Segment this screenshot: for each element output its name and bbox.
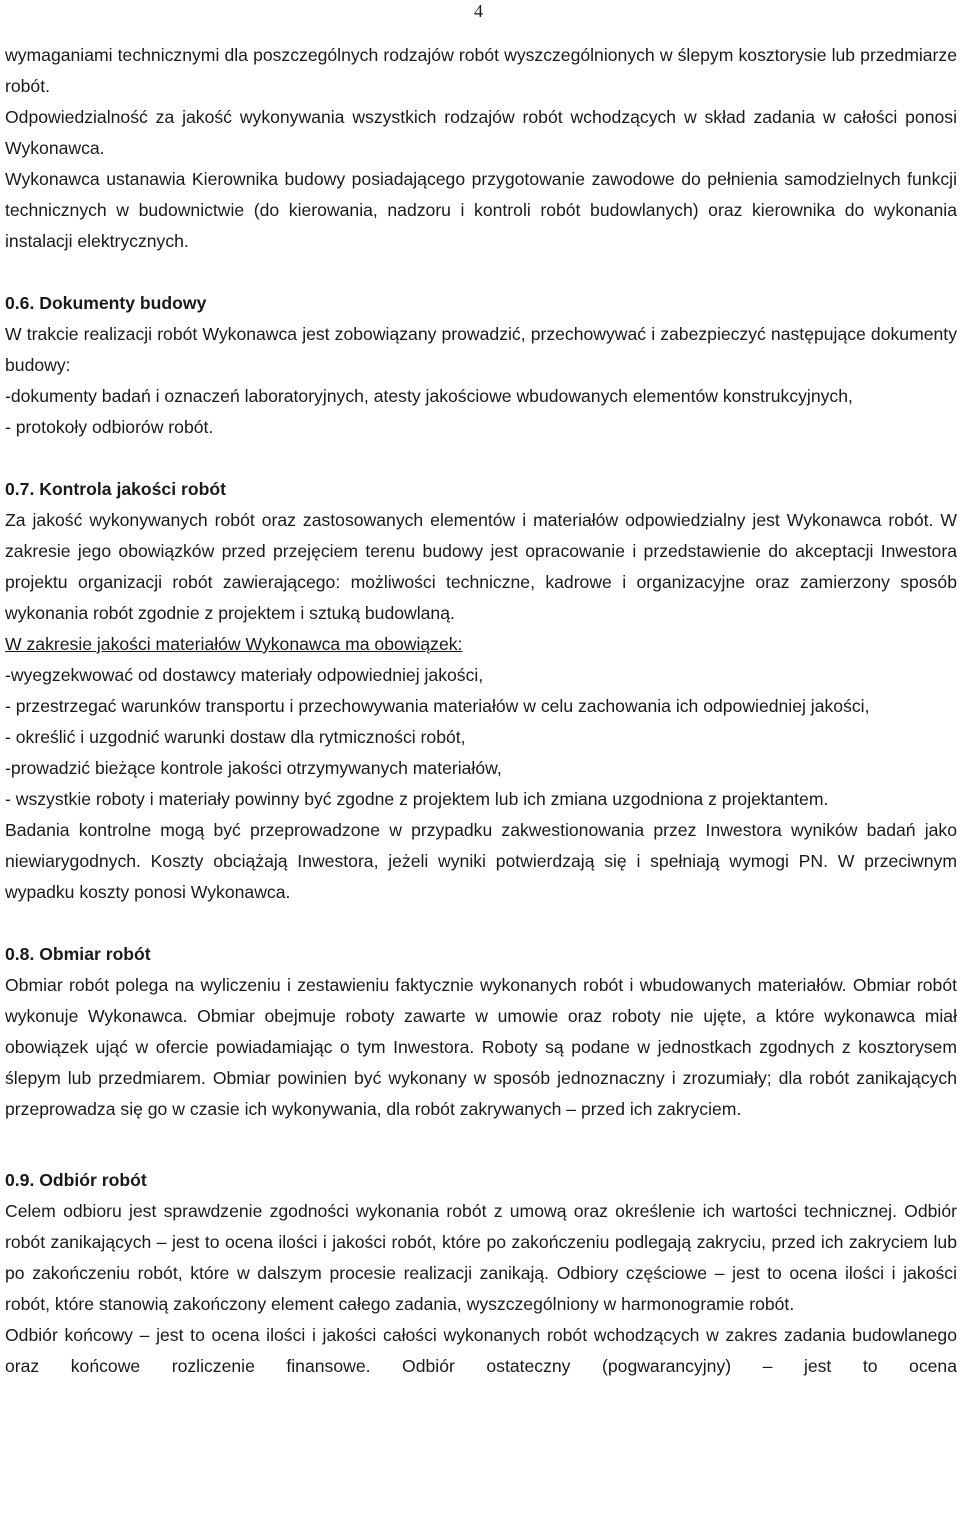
document-body — [5, 40, 957, 1382]
intro-paragraph-2: Odpowiedzialność za jakość wykonywania wszystkich rodzajów robót wchodzących w skład zadania w całości ponosi Wykonawca. — [5, 107, 957, 158]
spacer — [5, 1156, 957, 1165]
section-0-7-underlined-lead: W zakresie jakości materiałów Wykonawca ma obowiązek: — [5, 634, 463, 654]
section-0-7-list-item: -prowadzić bieżące kontrole jakości otrzymywanych materiałów, — [5, 758, 502, 778]
section-heading-0-7: 0.7. Kontrola jakości robót — [5, 479, 226, 499]
intro-paragraph-3: Wykonawca ustanawia Kierownika budowy posiadającego przygotowanie zawodowe do pełnienia samodzielnych funkcji technicznych w budownictwie (do kierowania, nadzoru i kontroli robót budowlanych) oraz kierownika do wykonania instalacji elektrycznych. — [5, 169, 957, 251]
page-number: 4 — [474, 1, 483, 21]
section-heading-0-8: 0.8. Obmiar robót — [5, 944, 151, 964]
section-0-6-paragraph: W trakcie realizacji robót Wykonawca jest zobowiązany prowadzić, przechowywać i zabezpieczyć następujące dokumenty budowy: — [5, 324, 957, 375]
spacer — [5, 908, 957, 939]
section-0-7-list-item: - określić i uzgodnić warunki dostaw dla rytmiczności robót, — [5, 727, 466, 747]
spacer — [5, 443, 957, 474]
section-0-7-list-item: -wyegzekwować od dostawcy materiały odpowiedniej jakości, — [5, 665, 484, 685]
section-0-7-paragraph: Badania kontrolne mogą być przeprowadzone w przypadku zakwestionowania przez Inwestora wyników badań jako niewiarygodnych. Koszty obciążają Inwestora, jeżeli wyniki potwierdzają się i spełniają wymogi PN. W przeciwnym wypadku koszty ponosi Wykonawca. — [5, 820, 957, 902]
intro-paragraph-1: wymaganiami technicznymi dla poszczególnych rodzajów robót wyszczególnionych w ślepym kosztorysie lub przedmiarze robót. — [5, 45, 957, 96]
section-0-9-paragraph: Odbiór końcowy – jest to ocena ilości i jakości całości wykonanych robót wchodzących w zakres zadania budowlanego oraz końcowe rozliczenie finansowe. Odbiór ostateczny (pogwarancyjny) – jest to ocena — [5, 1325, 957, 1376]
section-0-8-paragraph: Obmiar robót polega na wyliczeniu i zestawieniu faktycznie wykonanych robót i wbudowanych materiałów. Obmiar robót wykonuje Wykonawca. Obmiar obejmuje roboty zawarte w umowie oraz roboty nie ujęte, a które wykonawca miał obowiązek ująć w ofercie powiadamiając o tym Inwestora. Roboty są podane w jednostkach zgodnych z kosztorysem ślepym lub przedmiarem. Obmiar powinien być wykonany w sposób jednoznaczny i zrozumiały; dla robót zanikających przeprowadza się go w czasie ich wykonywania, dla robót zakrywanych – przed ich zakryciem. — [5, 975, 957, 1119]
section-0-6-list-item: - protokoły odbiorów robót. — [5, 417, 214, 437]
section-heading-0-6: 0.6. Dokumenty budowy — [5, 293, 207, 313]
section-heading-0-9: 0.9. Odbiór robót — [5, 1170, 147, 1190]
section-0-6-list-item: -dokumenty badań i oznaczeń laboratoryjnych, atesty jakościowe wbudowanych elementów konstrukcyjnych, — [5, 386, 853, 406]
section-0-7-list-item: - przestrzegać warunków transportu i przechowywania materiałów w celu zachowania ich odpowiedniej jakości, — [5, 696, 870, 716]
spacer — [5, 1125, 957, 1156]
section-0-7-list-item: - wszystkie roboty i materiały powinny być zgodne z projektem lub ich zmiana uzgodniona z projektantem. — [5, 789, 829, 809]
section-0-9-paragraph: Celem odbioru jest sprawdzenie zgodności wykonania robót z umową oraz określenie ich wartości technicznej. Odbiór robót zanikających – jest to ocena ilości i jakości robót, które po zakończeniu podlegają zakryciu, przed ich zakryciem lub po zakończeniu robót, które w dalszym procesie realizacji zanikają. Odbiory częściowe – jest to ocena ilości i jakości robót, które stanowią zakończony element całego zadania, wyszczególniony w harmonogramie robót. — [5, 1201, 957, 1314]
section-0-7-paragraph: Za jakość wykonywanych robót oraz zastosowanych elementów i materiałów odpowiedzialny jest Wykonawca robót. W zakresie jego obowiązków przed przejęciem terenu budowy jest opracowanie i przedstawienie do akceptacji Inwestora projektu organizacji robót zawierającego: możliwości techniczne, kadrowe i organizacyjne oraz zamierzony sposób wykonania robót zgodnie z projektem i sztuką budowlaną. — [5, 510, 957, 623]
spacer — [5, 257, 957, 288]
